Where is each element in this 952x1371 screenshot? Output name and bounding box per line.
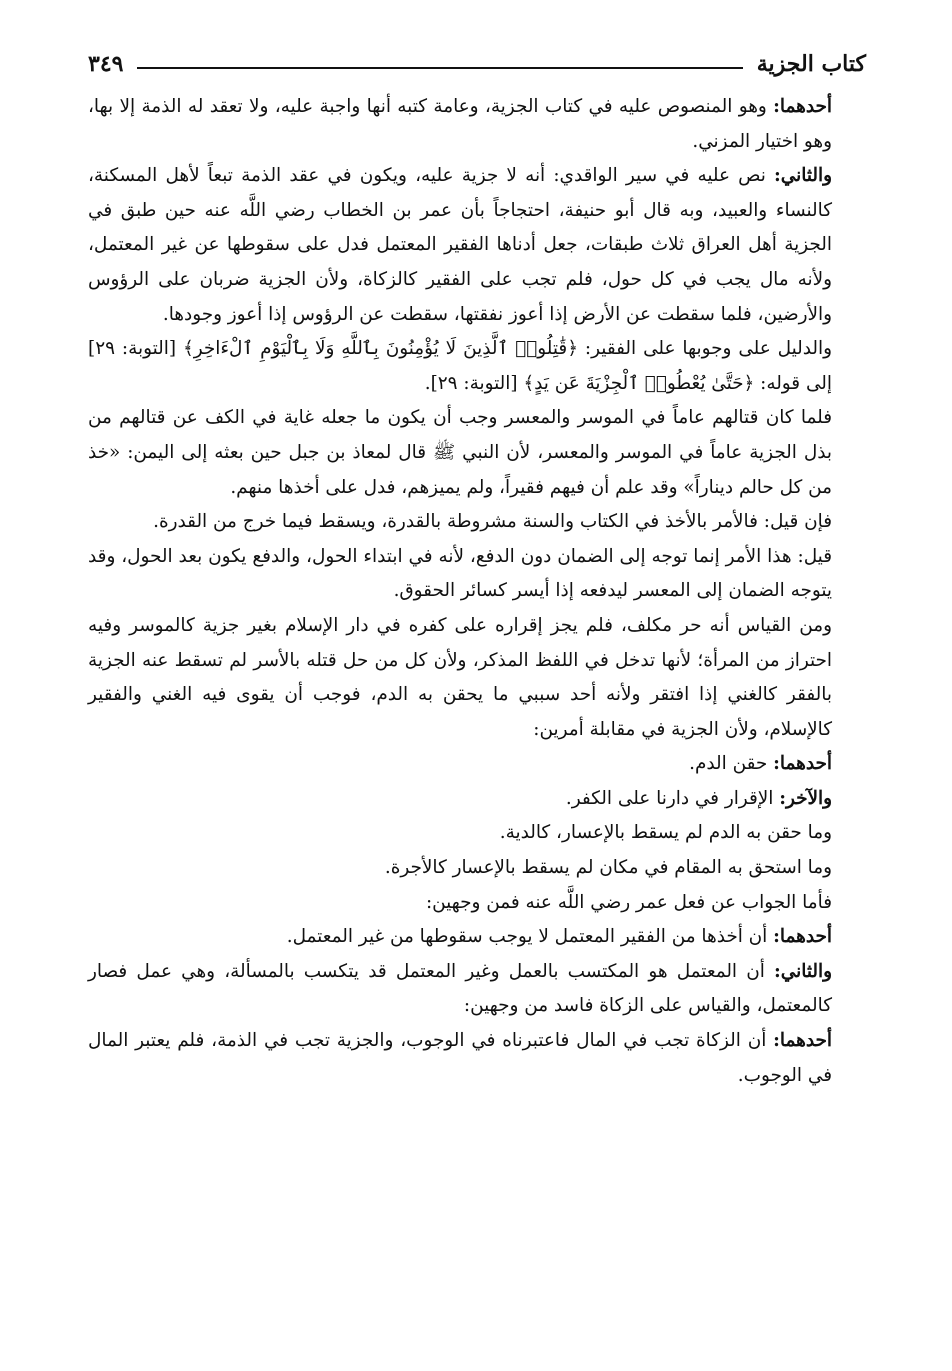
- paragraph-text: حقن الدم.: [689, 753, 774, 775]
- paragraph-text: ومن القياس أنه حر مكلف، فلم يجز إقراره على كفره في دار الإسلام بغير جزية كالموسر وفيه احتراز من المرأة؛ لأنها تدخل في اللفظ المذكر، ولأن كل من حل قتله بالأسر لم تسقط عنه الجزية بالفقر كالغني إذا افتقر ولأنه أحد سببي ما يحقن به الدم، فوجب أن يقوى فيه الغني والفقير كالإسلام، ولأن الجزية في مقابلة أمرين:: [88, 614, 832, 740]
- paragraph-text: الإقرار في دارنا على الكفر.: [565, 787, 780, 809]
- paragraph-text: فإن قيل: فالأمر بالأخذ في الكتاب والسنة مشروطة بالقدرة، ويسقط فيما خرج من القدرة.: [153, 511, 832, 533]
- paragraph: [88, 886, 866, 921]
- paragraph: [88, 90, 866, 159]
- page-header: [88, 42, 866, 86]
- paragraph-text: وهو المنصوص عليه في كتاب الجزية، وعامة كتبه أنها واجبة عليه، ولا تعقد له الذمة إلا بها، وهو اختيار المزني.: [88, 96, 832, 152]
- paragraph: [88, 920, 866, 955]
- paragraph: [88, 159, 866, 332]
- paragraph: [88, 747, 866, 782]
- page-number: ٣٤٩: [88, 51, 124, 77]
- paragraph-text: فلما كان قتالهم عاماً في الموسر والمعسر وجب أن يكون ما جعله غاية في الكف عن قتالهم من بذل الجزية عاماً في الموسر والمعسر، لأن النبي ﷺ قال لمعاذ بن جبل حين بعثه إلى اليمن: «خذ من كل حالم ديناراً» وقد علم أن فيهم فقيراً، ولم يميزهم، فدل على أخذها منهم.: [88, 407, 832, 498]
- paragraph-text: وما استحق به المقام في مكان لم يسقط بالإعسار كالأجرة.: [384, 857, 832, 879]
- paragraph: [88, 540, 866, 609]
- paragraph: [88, 332, 866, 401]
- paragraph-text: أن المعتمل هو المكتسب بالعمل وغير المعتمل قد يتكسب بالمسألة، وهي عمل فصار كالمعتمل، والقياس على الزكاة فاسد من وجهين:: [88, 960, 832, 1017]
- paragraph: [88, 1024, 866, 1093]
- paragraph: [88, 782, 866, 817]
- paragraph-lead: والآخر:: [779, 787, 832, 809]
- book-page: [88, 42, 866, 1351]
- paragraph: [88, 609, 866, 747]
- paragraph-text: فأما الجواب عن فعل عمر رضي اللَّه عنه فمن وجهين:: [425, 891, 832, 913]
- paragraph-text: وما حقن به الدم لم يسقط بالإعسار، كالدية.: [499, 822, 832, 844]
- paragraph-text: أن أخذها من الفقير المعتمل لا يوجب سقوطها من غير المعتمل.: [286, 926, 774, 948]
- paragraph: [88, 851, 866, 886]
- paragraph-lead: أحدهما:: [773, 926, 832, 948]
- paragraph: [88, 401, 866, 505]
- running-title: كتاب الجزية: [756, 51, 866, 77]
- paragraph-text: نص عليه في سير الواقدي: أنه لا جزية عليه، ويكون في عقد الذمة تبعاً لأهل المسكنة، كالنساء والعبيد، وبه قال أبو حنيفة، احتجاجاً بأن عمر بن الخطاب رضي اللَّه عنه حين طبق في الجزية أهل العراق ثلاث طبقات، جعل أدناها الفقير المعتمل فدل على سقوطها عن غير المعتمل، ولأنه مال يجب في كل حول، فلم تجب على الفقير كالزكاة، ولأن الجزية ضربان على الرؤوس والأرضين، فلما سقطت عن الأرض إذا أعوز نفقتها، سقطت عن الرؤوس إذا أعوز وجودها.: [88, 165, 832, 325]
- paragraph: [88, 816, 866, 851]
- header-rule: [137, 67, 742, 69]
- paragraph-lead: والثاني:: [774, 960, 832, 982]
- paragraph-text: والدليل على وجوبها على الفقير: ﴿قَٰتِلُوا۟ ٱلَّذِينَ لَا يُؤْمِنُونَ بِٱللَّهِ وَلَا بِٱلْيَوْمِ ٱلْءَاخِرِ﴾ [التوبة: ٢٩] إلى قوله: ﴿حَتَّىٰ يُعْطُوا۟ ٱلْجِزْيَةَ عَن يَدٍ﴾ [التوبة: ٢٩].: [88, 338, 832, 394]
- paragraph-text: أن الزكاة تجب في المال فاعتبرناه في الوجوب، والجزية تجب في الذمة، فلم يعتبر المال في الوجوب.: [88, 1030, 832, 1086]
- paragraph-lead: أحدهما:: [773, 753, 832, 775]
- paragraph-lead: أحدهما:: [773, 1030, 832, 1052]
- paragraph-lead: والثاني:: [774, 165, 832, 187]
- paragraph-lead: أحدهما:: [773, 96, 832, 117]
- paragraph: [88, 955, 866, 1024]
- page-body: [88, 90, 866, 1093]
- paragraph-text: قيل: هذا الأمر إنما توجه إلى الضمان دون الدفع، لأنه في ابتداء الحول، والدفع يكون بعد الحول، وقد يتوجه الضمان إلى المعسر ليدفعه إذا أيسر كسائر الحقوق.: [88, 545, 832, 602]
- paragraph: [88, 505, 866, 540]
